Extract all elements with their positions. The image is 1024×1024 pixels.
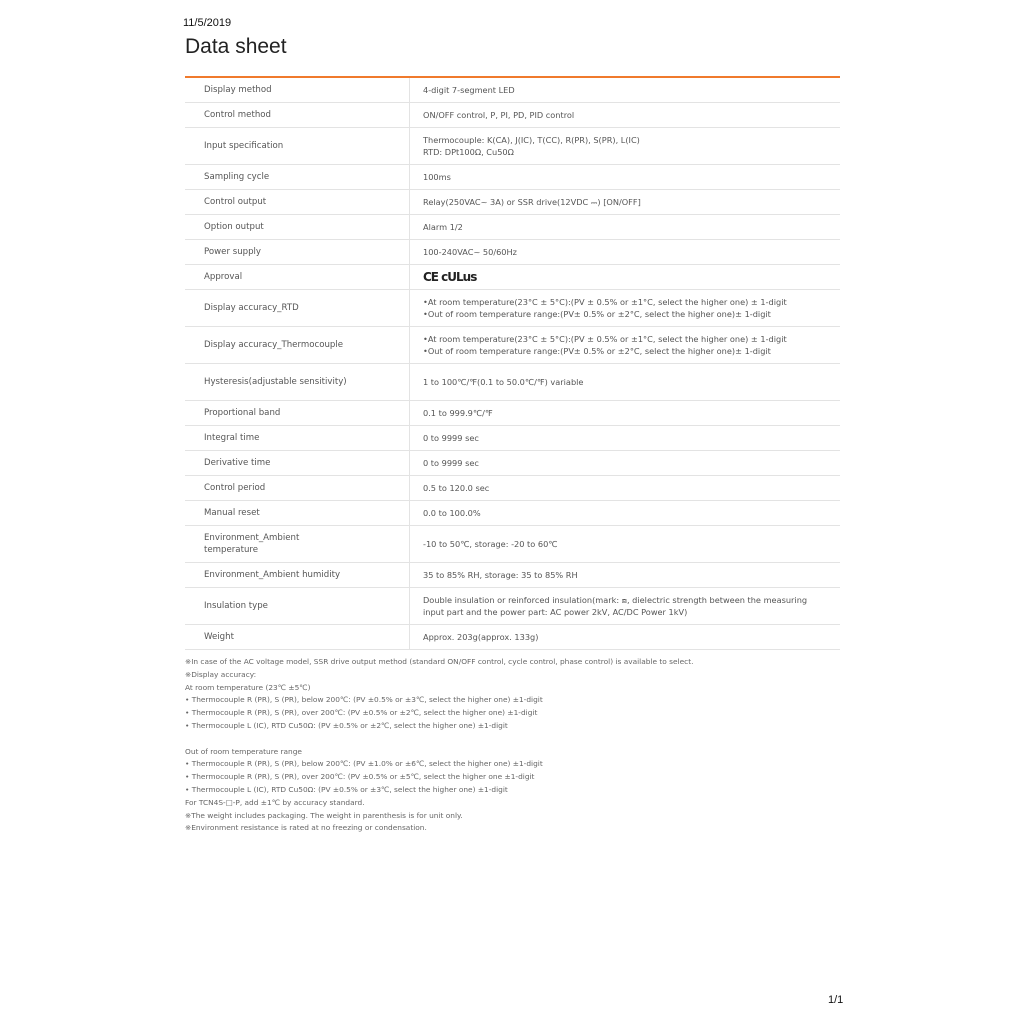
spec-value-line: •Out of room temperature range:(PV± 0.5% or ±2°C, select the higher one)± 1-digit bbox=[423, 345, 771, 356]
spec-label: Weight bbox=[185, 624, 410, 649]
note-line: ※Display accuracy: bbox=[185, 669, 257, 679]
spec-value bbox=[410, 127, 841, 164]
spec-row bbox=[185, 587, 840, 624]
approval-marks: CE cULus bbox=[423, 269, 477, 284]
spec-label: Environment_Ambient temperature bbox=[185, 525, 410, 562]
note-line: ※Environment resistance is rated at no freezing or condensation. bbox=[185, 823, 427, 833]
spec-value bbox=[410, 450, 841, 475]
spec-value-line: 100-240VAC~ 50/60Hz bbox=[423, 246, 517, 257]
spec-value bbox=[410, 624, 841, 649]
spec-row bbox=[185, 562, 840, 587]
spec-label: Hysteresis(adjustable sensitivity) bbox=[185, 363, 410, 400]
spec-label: Power supply bbox=[185, 239, 410, 264]
note-line: • Thermocouple L (IC), RTD Cu50Ω: (PV ±0.5% or ±3℃, select the higher one) ±1-digit bbox=[185, 784, 508, 794]
spec-row bbox=[185, 214, 840, 239]
note-line bbox=[185, 733, 693, 746]
note-line: • Thermocouple L (IC), RTD Cu50Ω: (PV ±0.5% or ±2℃, select the higher one) ±1-digit bbox=[185, 720, 508, 730]
spec-value bbox=[410, 562, 841, 587]
spec-value bbox=[410, 239, 841, 264]
spec-row bbox=[185, 264, 840, 289]
page-number: 1/1 bbox=[828, 994, 844, 1006]
spec-value bbox=[410, 102, 841, 127]
spec-value-line: ON/OFF control, P, PI, PD, PID control bbox=[423, 109, 575, 120]
spec-row bbox=[185, 363, 840, 400]
spec-value bbox=[410, 326, 841, 363]
spec-label: Insulation type bbox=[185, 587, 410, 624]
spec-value bbox=[410, 500, 841, 525]
spec-label: Manual reset bbox=[185, 500, 410, 525]
spec-value-line: 0.0 to 100.0% bbox=[423, 507, 481, 518]
spec-value bbox=[410, 164, 841, 189]
spec-row bbox=[185, 624, 840, 649]
spec-row bbox=[185, 400, 840, 425]
spec-value bbox=[410, 289, 841, 326]
note-line: • Thermocouple R (PR), S (PR), over 200℃: (PV ±0.5% or ±2℃, select the higher one) ±1-digit bbox=[185, 708, 538, 718]
spec-label: Display accuracy_Thermocouple bbox=[185, 326, 410, 363]
spec-row bbox=[185, 189, 840, 214]
spec-label: Integral time bbox=[185, 425, 410, 450]
spec-value-line: 4-digit 7-segment LED bbox=[423, 84, 515, 95]
note-line: ※The weight includes packaging. The weight in parenthesis is for unit only. bbox=[185, 810, 463, 820]
spec-row bbox=[185, 289, 840, 326]
spec-label: Display accuracy_RTD bbox=[185, 289, 410, 326]
spec-label: Option output bbox=[185, 214, 410, 239]
footnotes bbox=[185, 656, 693, 835]
spec-row bbox=[185, 475, 840, 500]
spec-value bbox=[410, 264, 841, 289]
spec-value bbox=[410, 525, 841, 562]
spec-value-line: Alarm 1/2 bbox=[423, 221, 463, 232]
spec-value-line: 0 to 9999 sec bbox=[423, 432, 479, 443]
spec-row bbox=[185, 102, 840, 127]
note-line: • Thermocouple R (PR), S (PR), over 200℃: (PV ±0.5% or ±5℃, select the higher one ±1-digit bbox=[185, 772, 535, 782]
spec-label: Approval bbox=[185, 264, 410, 289]
spec-value-line: 0.1 to 999.9℃/℉ bbox=[423, 407, 493, 418]
spec-value-line: -10 to 50℃, storage: -20 to 60℃ bbox=[423, 538, 558, 549]
spec-value-line: 1 to 100℃/℉(0.1 to 50.0℃/℉) variable bbox=[423, 376, 584, 387]
spec-row bbox=[185, 77, 840, 102]
spec-value bbox=[410, 77, 841, 102]
spec-row bbox=[185, 500, 840, 525]
spec-value-line: Thermocouple: K(CA), J(IC), T(CC), R(PR), S(PR), L(IC) bbox=[423, 134, 640, 145]
spec-value bbox=[410, 587, 841, 624]
note-line: ※In case of the AC voltage model, SSR drive output method (standard ON/OFF control, cycle control, phase control) is available to select. bbox=[185, 657, 694, 666]
spec-row bbox=[185, 239, 840, 264]
spec-label: Derivative time bbox=[185, 450, 410, 475]
spec-value-line: 0 to 9999 sec bbox=[423, 457, 479, 468]
note-line: Out of room temperature range bbox=[185, 746, 302, 756]
spec-row bbox=[185, 127, 840, 164]
spec-value bbox=[410, 425, 841, 450]
page-title: Data sheet bbox=[185, 35, 287, 58]
spec-value-line: •At room temperature(23°C ± 5°C):(PV ± 0.5% or ±1°C, select the higher one) ± 1-digit bbox=[423, 333, 787, 344]
spec-label: Control output bbox=[185, 189, 410, 214]
spec-value-line: Relay(250VAC~ 3A) or SSR drive(12VDC ⎓) [ON/OFF] bbox=[423, 196, 641, 207]
spec-table bbox=[185, 76, 840, 650]
spec-label: Control period bbox=[185, 475, 410, 500]
spec-label: Sampling cycle bbox=[185, 164, 410, 189]
spec-value-line: Double insulation or reinforced insulation(mark: ⧈, dielectric strength between the measuring input part and the power part: AC power 2kV, AC/DC Power 1kV) bbox=[423, 594, 808, 617]
spec-value bbox=[410, 400, 841, 425]
spec-row bbox=[185, 425, 840, 450]
spec-label: Control method bbox=[185, 102, 410, 127]
spec-label: Environment_Ambient humidity bbox=[185, 562, 410, 587]
spec-value-line: •Out of room temperature range:(PV± 0.5% or ±2°C, select the higher one)± 1-digit bbox=[423, 308, 771, 319]
note-line: • Thermocouple R (PR), S (PR), below 200℃: (PV ±1.0% or ±6℃, select the higher one) ±1-digit bbox=[185, 759, 543, 769]
note-line: At room temperature (23℃ ±5℃) bbox=[185, 682, 311, 692]
spec-value bbox=[410, 189, 841, 214]
spec-row bbox=[185, 450, 840, 475]
spec-row bbox=[185, 525, 840, 562]
spec-label: Display method bbox=[185, 77, 410, 102]
spec-row bbox=[185, 326, 840, 363]
print-date: 11/5/2019 bbox=[183, 17, 232, 29]
note-line: For TCN4S-□-P, add ±1℃ by accuracy standard. bbox=[185, 797, 365, 807]
spec-value bbox=[410, 363, 841, 400]
spec-value bbox=[410, 475, 841, 500]
spec-label: Input specification bbox=[185, 127, 410, 164]
spec-value-line: Approx. 203g(approx. 133g) bbox=[423, 631, 539, 642]
spec-value bbox=[410, 214, 841, 239]
spec-label: Proportional band bbox=[185, 400, 410, 425]
spec-value-line: RTD: DPt100Ω, Cu50Ω bbox=[423, 146, 514, 157]
spec-value-line: 0.5 to 120.0 sec bbox=[423, 482, 490, 493]
spec-value-line: 100ms bbox=[423, 171, 451, 182]
spec-row bbox=[185, 164, 840, 189]
spec-value-line: 35 to 85% RH, storage: 35 to 85% RH bbox=[423, 569, 578, 580]
note-line: • Thermocouple R (PR), S (PR), below 200℃: (PV ±0.5% or ±3℃, select the higher one) ±1-digit bbox=[185, 695, 543, 705]
spec-value-line: •At room temperature(23°C ± 5°C):(PV ± 0.5% or ±1°C, select the higher one) ± 1-digit bbox=[423, 296, 787, 307]
